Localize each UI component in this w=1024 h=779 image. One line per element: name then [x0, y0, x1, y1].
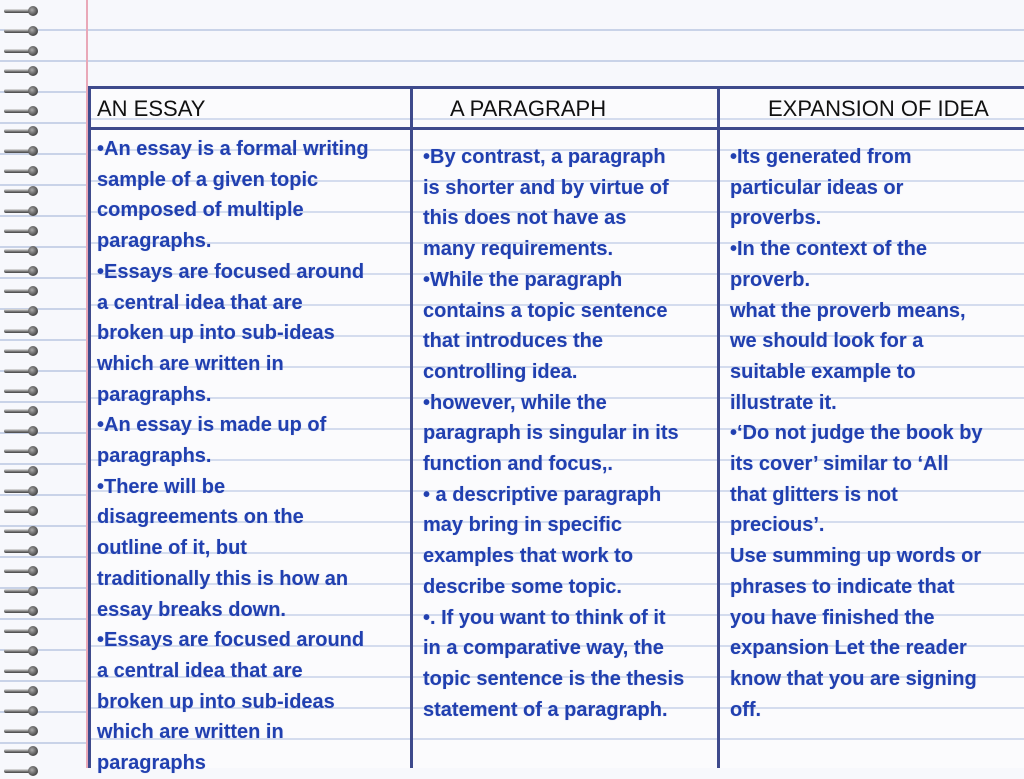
spiral-ring [4, 586, 38, 596]
spiral-hole [28, 546, 38, 556]
spiral-ring [4, 266, 38, 276]
spiral-ring [4, 726, 38, 736]
spiral-ring [4, 286, 38, 296]
spiral-hole [28, 686, 38, 696]
spiral-hole [28, 526, 38, 536]
spiral-ring [4, 406, 38, 416]
spiral-ring [4, 106, 38, 116]
spiral-hole [28, 246, 38, 256]
column-body-expansion: •Its generated from particular ideas or proverbs. •In the context of the proverb. what the proverb means, we should look for a suitable example to illustrate it. •‘Do not judge the book by its cover’ similar to ‘All that glitters is not precious’. Use summing up words or phrases to indicate that you have finished the expansion Let the reader know that you are signing off. [730, 146, 983, 721]
spiral-hole [28, 626, 38, 636]
spiral-binding [0, 0, 44, 768]
comparison-table [88, 86, 1024, 775]
spiral-ring [4, 206, 38, 216]
spiral-hole [28, 706, 38, 716]
spiral-ring [4, 346, 38, 356]
spiral-ring [4, 386, 38, 396]
column-header-paragraph: A PARAGRAPH [413, 89, 717, 130]
spiral-hole [28, 186, 38, 196]
spiral-ring [4, 86, 38, 96]
spiral-hole [28, 746, 38, 756]
spiral-ring [4, 366, 38, 376]
spiral-hole [28, 46, 38, 56]
column-header-expansion: EXPANSION OF IDEA [720, 89, 1024, 130]
spiral-ring [4, 466, 38, 476]
spiral-ring [4, 706, 38, 716]
column-paragraph [413, 89, 720, 768]
spiral-hole [28, 486, 38, 496]
spiral-hole [28, 286, 38, 296]
spiral-ring [4, 626, 38, 636]
column-header-essay: AN ESSAY [91, 89, 410, 130]
spiral-hole [28, 206, 38, 216]
spiral-ring [4, 506, 38, 516]
spiral-hole [28, 426, 38, 436]
spiral-ring [4, 746, 38, 756]
column-body-essay: •An essay is a formal writing sample of a given topic composed of multiple paragraphs. •Essays are focused around a central idea that are broken up into sub-ideas which are written in paragraphs. •An essay is made up of paragraphs. •There will be disagreements on the outline of it, but traditionally this is how an essay breaks down. •Essays are focused around a central idea that are broken up into sub-ideas which are written in paragraphs [97, 138, 369, 775]
spiral-hole [28, 566, 38, 576]
spiral-hole [28, 606, 38, 616]
spiral-ring [4, 126, 38, 136]
spiral-hole [28, 86, 38, 96]
spiral-hole [28, 726, 38, 736]
spiral-ring [4, 226, 38, 236]
spiral-hole [28, 386, 38, 396]
spiral-ring [4, 526, 38, 536]
spiral-ring [4, 646, 38, 656]
spiral-ring [4, 426, 38, 436]
spiral-ring [4, 686, 38, 696]
spiral-ring [4, 66, 38, 76]
spiral-hole [28, 586, 38, 596]
spiral-hole [28, 106, 38, 116]
spiral-hole [28, 6, 38, 16]
spiral-hole [28, 66, 38, 76]
spiral-ring [4, 166, 38, 176]
spiral-ring [4, 6, 38, 16]
column-body-paragraph: •By contrast, a paragraph is shorter and by virtue of this does not have as many requirements. •While the paragraph contains a topic sentence that introduces the controlling idea. •however, while the paragraph is singular in its function and focus,. • a descriptive paragraph may bring in specific examples that work to describe some topic. •. If you want to think of it in a comparative way, the topic sentence is the thesis statement of a paragraph. [423, 146, 685, 721]
spiral-ring [4, 246, 38, 256]
spiral-ring [4, 146, 38, 156]
column-essay [91, 89, 413, 775]
spiral-hole [28, 506, 38, 516]
spiral-ring [4, 326, 38, 336]
spiral-ring [4, 26, 38, 36]
spiral-hole [28, 226, 38, 236]
spiral-ring [4, 186, 38, 196]
spiral-ring [4, 546, 38, 556]
spiral-hole [28, 646, 38, 656]
spiral-hole [28, 446, 38, 456]
spiral-hole [28, 306, 38, 316]
spiral-ring [4, 446, 38, 456]
spiral-ring [4, 486, 38, 496]
spiral-hole [28, 26, 38, 36]
spiral-ring [4, 46, 38, 56]
spiral-hole [28, 346, 38, 356]
spiral-hole [28, 326, 38, 336]
spiral-hole [28, 126, 38, 136]
spiral-hole [28, 146, 38, 156]
spiral-ring [4, 566, 38, 576]
spiral-ring [4, 306, 38, 316]
spiral-ring [4, 606, 38, 616]
spiral-hole [28, 466, 38, 476]
spiral-hole [28, 666, 38, 676]
column-expansion [720, 89, 1024, 768]
spiral-hole [28, 406, 38, 416]
spiral-hole [28, 166, 38, 176]
spiral-ring [4, 666, 38, 676]
spiral-hole [28, 366, 38, 376]
spiral-hole [28, 266, 38, 276]
